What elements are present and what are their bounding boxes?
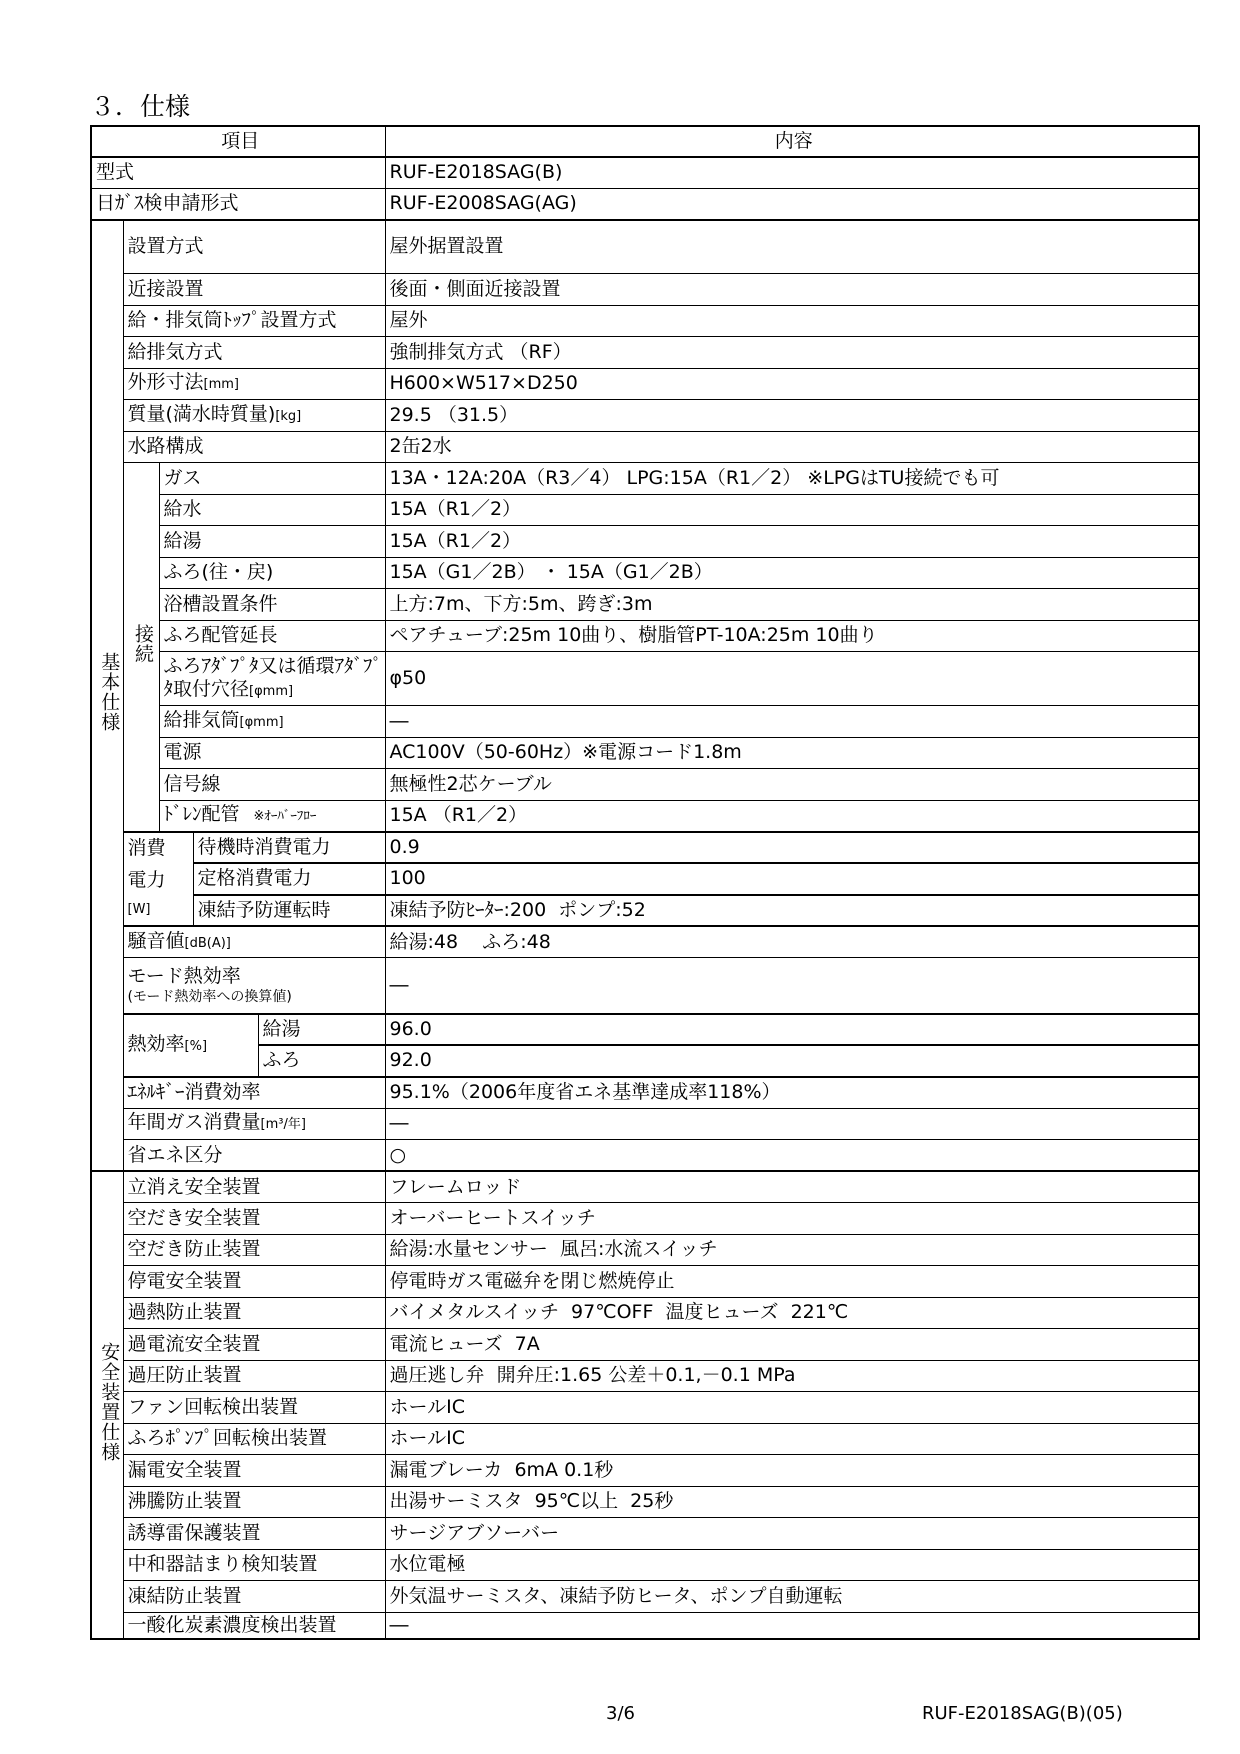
table-row	[91, 188, 1199, 220]
thermal-efficiency-value: 96.0	[385, 1014, 1199, 1046]
table-row	[91, 1549, 1199, 1581]
category-basic-spec-label: 基本仕様	[98, 652, 121, 733]
power-unit: [W]	[127, 902, 151, 918]
table-row	[91, 1108, 1199, 1140]
table-row	[91, 1518, 1199, 1550]
spec-value: 屋外据置設置	[385, 220, 1199, 274]
table-row	[91, 1581, 1199, 1613]
energy-efficiency-value: 95.1%（2006年度省エネ基準達成率118%）	[385, 1077, 1199, 1109]
mode-efficiency-label-text: モード熱効率	[127, 964, 241, 987]
spec-label: 設置方式	[123, 220, 385, 274]
table-row	[91, 1077, 1199, 1109]
safety-value: 電流ヒューズ 7A	[385, 1329, 1199, 1361]
table-row	[91, 526, 1199, 558]
table-row	[91, 1423, 1199, 1455]
thermal-efficiency-unit: [%]	[184, 1038, 208, 1054]
safety-value: 給湯:水量センサー 風呂:水流スイッチ	[385, 1234, 1199, 1266]
connection-value: 15A （R1／2）	[385, 800, 1199, 832]
annual-gas-label-text: 年間ガス消費量	[127, 1111, 261, 1134]
table-row	[91, 832, 1199, 864]
table-row	[91, 1234, 1199, 1266]
table-row	[91, 1612, 1199, 1639]
connection-label	[159, 652, 385, 706]
table-row	[91, 305, 1199, 337]
spec-label: 近接設置	[123, 274, 385, 306]
connection-label: 給水	[159, 494, 385, 526]
mode-efficiency-label	[123, 958, 385, 1014]
table-row	[91, 400, 1199, 432]
table-row	[91, 1297, 1199, 1329]
table-row	[91, 368, 1199, 400]
spec-label: 給排気方式	[123, 337, 385, 369]
thermal-efficiency-value: 92.0	[385, 1045, 1199, 1077]
safety-label: 停電安全装置	[123, 1266, 385, 1298]
power-label-text: 消費電力	[127, 837, 166, 891]
mode-efficiency-note: (モード熱効率への換算値)	[127, 988, 292, 1005]
connection-unit: [φmm]	[249, 683, 294, 699]
thermal-efficiency-label	[123, 1014, 258, 1077]
energy-class-label: 省エネ区分	[123, 1140, 385, 1172]
connection-unit: [φmm]	[239, 714, 284, 730]
spec-value: 29.5 （31.5）	[385, 400, 1199, 432]
annual-gas-unit: [m³/年]	[260, 1117, 306, 1133]
power-label	[123, 832, 193, 927]
header-content: 内容	[385, 126, 1199, 157]
spec-value: H600×W517×D250	[385, 368, 1199, 400]
connection-label-text: 給排気筒	[163, 708, 240, 731]
table-row	[91, 706, 1199, 738]
safety-value: サージアブソーバー	[385, 1518, 1199, 1550]
table-row	[91, 1266, 1199, 1298]
power-sub-label: 凍結予防運転時	[193, 895, 385, 927]
safety-value: 出湯サーミスタ 95℃以上 25秒	[385, 1486, 1199, 1518]
gas-inspection-label: 日ｶﾞｽ検申請形式	[91, 188, 385, 220]
spec-value: 強制排気方式 （RF）	[385, 337, 1199, 369]
spec-label	[123, 400, 385, 432]
category-safety-spec-label: 安全装置仕様	[98, 1342, 121, 1462]
table-row	[91, 274, 1199, 306]
table-row	[91, 337, 1199, 369]
table-row	[91, 494, 1199, 526]
gas-inspection-value: RUF-E2008SAG(AG)	[385, 188, 1199, 220]
category-connection-label: 接続	[132, 623, 154, 664]
connection-label	[159, 800, 385, 832]
table-row	[91, 769, 1199, 801]
connection-value: φ50	[385, 652, 1199, 706]
table-row	[91, 220, 1199, 274]
power-value: 凍結予防ﾋｰﾀｰ:200 ポンプ:52	[385, 895, 1199, 927]
safety-value: 停電時ガス電磁弁を閉じ燃焼停止	[385, 1266, 1199, 1298]
connection-value: 上方:7m、下方:5m、跨ぎ:3m	[385, 589, 1199, 621]
connection-value: AC100V（50-60Hz）※電源コード1.8m	[385, 737, 1199, 769]
energy-class-value: ○	[385, 1140, 1199, 1172]
connection-label: 電源	[159, 737, 385, 769]
thermal-efficiency-sub-label: ふろ	[258, 1045, 385, 1077]
safety-label: 空だき安全装置	[123, 1203, 385, 1235]
safety-label: 過電流安全装置	[123, 1329, 385, 1361]
thermal-efficiency-sub-label: 給湯	[258, 1014, 385, 1046]
header-item: 項目	[91, 126, 385, 157]
connection-label: ふろ(往・戻)	[159, 557, 385, 589]
spec-label-text: 質量(満水時質量)	[127, 402, 276, 425]
table-row	[91, 1171, 1199, 1203]
category-basic-spec	[91, 220, 123, 1172]
table-header-row	[91, 126, 1199, 157]
model-label: 型式	[91, 157, 385, 189]
thermal-efficiency-label-text: 熱効率	[127, 1032, 185, 1055]
table-row	[91, 1360, 1199, 1392]
noise-label-text: 騒音値	[127, 929, 185, 952]
safety-value: バイメタルスイッチ 97℃OFF 温度ヒューズ 221℃	[385, 1297, 1199, 1329]
connection-label: ガス	[159, 463, 385, 495]
connection-value: 無極性2芯ケーブル	[385, 769, 1199, 801]
mode-efficiency-value: ―	[385, 958, 1199, 1014]
document-code: RUF-E2018SAG(B)(05)	[922, 1703, 1123, 1724]
table-row	[91, 463, 1199, 495]
power-sub-label: 待機時消費電力	[193, 832, 385, 864]
connection-label	[159, 706, 385, 738]
connection-value: 15A（G1／2B） ・ 15A（G1／2B）	[385, 557, 1199, 589]
table-row	[91, 895, 1199, 927]
spec-label-text: 外形寸法	[127, 371, 204, 394]
table-row	[91, 157, 1199, 189]
connection-value: ペアチューブ:25m 10曲り、樹脂管PT-10A:25m 10曲り	[385, 620, 1199, 652]
section-title: ３．仕様	[90, 92, 191, 121]
connection-label: 信号線	[159, 769, 385, 801]
table-row	[91, 1014, 1199, 1046]
safety-label: 沸騰防止装置	[123, 1486, 385, 1518]
connection-label: ふろ配管延長	[159, 620, 385, 652]
spec-value: 屋外	[385, 305, 1199, 337]
connection-label-text: ふろｱﾀﾞﾌﾟﾀ又は循環ｱﾀﾞﾌﾟﾀ取付穴径	[163, 654, 383, 700]
safety-value: ホールIC	[385, 1423, 1199, 1455]
safety-value: 外気温サーミスタ、凍結予防ヒータ、ポンプ自動運転	[385, 1581, 1199, 1613]
table-row	[91, 863, 1199, 895]
table-row	[91, 620, 1199, 652]
table-row	[91, 1455, 1199, 1487]
power-value: 100	[385, 863, 1199, 895]
safety-value: 水位電極	[385, 1549, 1199, 1581]
table-row	[91, 1392, 1199, 1424]
safety-value: 過圧逃し弁 開弁圧:1.65 公差＋0.1,－0.1 MPa	[385, 1360, 1199, 1392]
connection-label-text: ﾄﾞﾚﾝ配管	[163, 803, 240, 825]
page-number: 3/6	[606, 1703, 635, 1724]
safety-label: ふろﾎﾟﾝﾌﾟ回転検出装置	[123, 1423, 385, 1455]
connection-value: 13A・12A:20A（R3／4） LPG:15A（R1／2） ※LPGはTU接続でも可	[385, 463, 1199, 495]
spec-label: 水路構成	[123, 431, 385, 463]
table-row	[91, 557, 1199, 589]
safety-label: 過熱防止装置	[123, 1297, 385, 1329]
table-row	[91, 1329, 1199, 1361]
energy-efficiency-label: ｴﾈﾙｷﾞｰ消費効率	[123, 1077, 385, 1109]
spec-value: 2缶2水	[385, 431, 1199, 463]
connection-value: 15A（R1／2）	[385, 526, 1199, 558]
safety-label: 立消え安全装置	[123, 1171, 385, 1203]
table-row	[91, 652, 1199, 706]
category-safety-spec	[91, 1171, 123, 1639]
power-value: 0.9	[385, 832, 1199, 864]
table-row	[91, 1486, 1199, 1518]
table-row	[91, 1140, 1199, 1172]
annual-gas-label	[123, 1108, 385, 1140]
table-row	[91, 431, 1199, 463]
table-row	[91, 1045, 1199, 1077]
spec-unit: [mm]	[203, 377, 239, 393]
safety-label: 漏電安全装置	[123, 1455, 385, 1487]
model-value: RUF-E2018SAG(B)	[385, 157, 1199, 189]
spec-table	[90, 125, 1200, 1640]
noise-label	[123, 926, 385, 958]
connection-value: 15A（R1／2）	[385, 494, 1199, 526]
safety-value: フレームロッド	[385, 1171, 1199, 1203]
connection-value: ―	[385, 706, 1199, 738]
safety-label: 過圧防止装置	[123, 1360, 385, 1392]
safety-value: オーバーヒートスイッチ	[385, 1203, 1199, 1235]
table-row	[91, 589, 1199, 621]
safety-label: 空だき防止装置	[123, 1234, 385, 1266]
power-sub-label: 定格消費電力	[193, 863, 385, 895]
safety-label: 一酸化炭素濃度検出装置	[123, 1612, 385, 1639]
connection-label: 浴槽設置条件	[159, 589, 385, 621]
spec-unit: [kg]	[275, 408, 302, 424]
safety-value: ―	[385, 1612, 1199, 1639]
table-row	[91, 1203, 1199, 1235]
annual-gas-value: ―	[385, 1108, 1199, 1140]
safety-label: ファン回転検出装置	[123, 1392, 385, 1424]
table-row	[91, 737, 1199, 769]
safety-label: 凍結防止装置	[123, 1581, 385, 1613]
spec-label	[123, 368, 385, 400]
table-row	[91, 926, 1199, 958]
connection-label: 給湯	[159, 526, 385, 558]
spec-value: 後面・側面近接設置	[385, 274, 1199, 306]
safety-label: 誘導雷保護装置	[123, 1518, 385, 1550]
connection-note: ※ｵｰﾊﾞｰﾌﾛｰ	[253, 809, 317, 824]
safety-label: 中和器詰まり検知装置	[123, 1549, 385, 1581]
table-row	[91, 800, 1199, 832]
noise-value: 給湯:48 ふろ:48	[385, 926, 1199, 958]
safety-value: 漏電ブレーカ 6mA 0.1秒	[385, 1455, 1199, 1487]
safety-value: ホールIC	[385, 1392, 1199, 1424]
spec-label: 給・排気筒ﾄｯﾌﾟ設置方式	[123, 305, 385, 337]
noise-unit: [dB(A)]	[184, 935, 231, 951]
category-connection	[123, 463, 159, 832]
table-row	[91, 958, 1199, 1014]
